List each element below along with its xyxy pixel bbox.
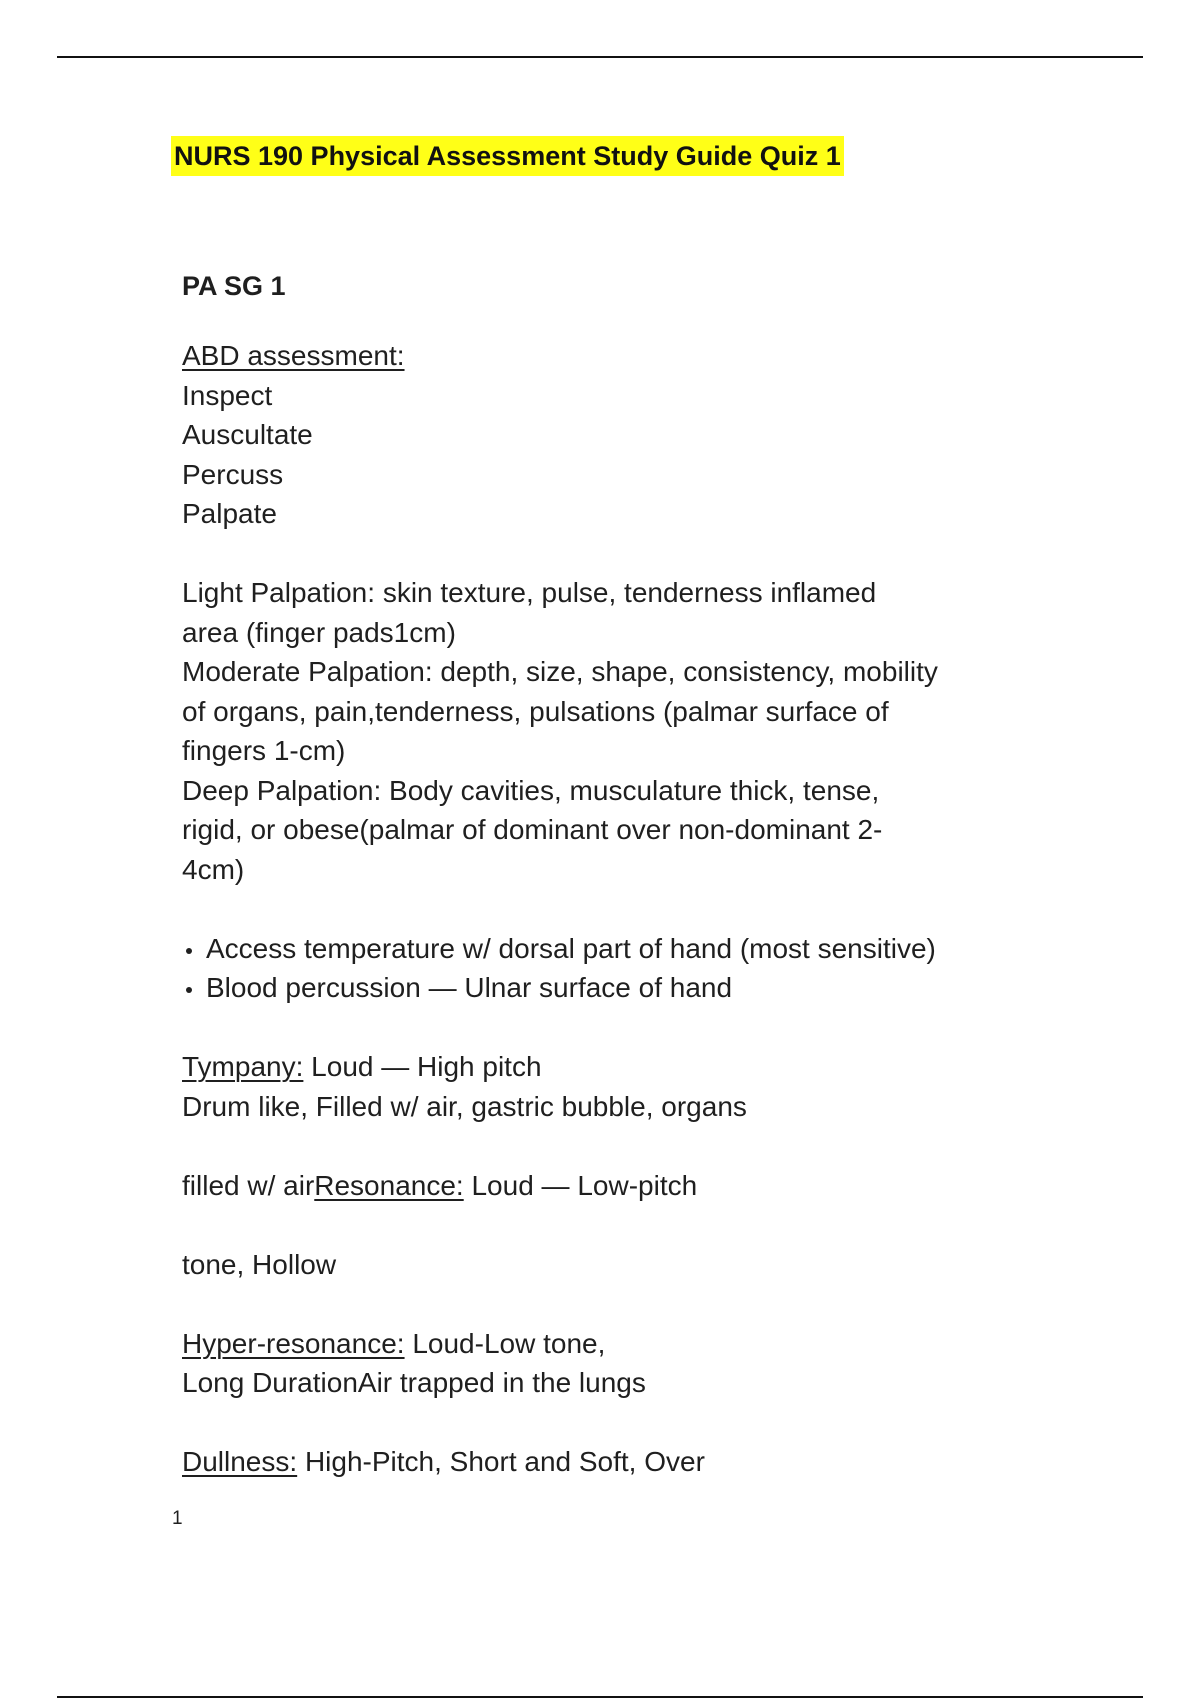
- spacer: [182, 1126, 1082, 1166]
- resonance-prefix: filled w/ air: [182, 1169, 315, 1201]
- dullness-line: [182, 1442, 1082, 1482]
- tympany-label: Tympany:: [182, 1051, 304, 1082]
- hyper-resonance-label: Hyper-resonance:: [182, 1327, 405, 1359]
- spacer: [182, 889, 1082, 929]
- section-heading: PA SG 1: [182, 271, 286, 301]
- hyper-resonance-line-2: Long DurationAir trapped in the lungs: [182, 1367, 646, 1398]
- abd-step: Percuss: [182, 458, 284, 490]
- dullness-text: High-Pitch, Short and Soft, Over: [297, 1446, 705, 1477]
- tympany-text: Loud — High pitch: [303, 1051, 542, 1082]
- bottom-rule: [57, 1696, 1143, 1698]
- tympany-line: [182, 1047, 1082, 1087]
- abd-step: Auscultate: [182, 419, 313, 450]
- palpation-line: Light Palpation: skin texture, pulse, tenderness inflamed: [182, 577, 877, 608]
- spacer: [182, 1008, 1082, 1048]
- dullness-label: Dullness:: [182, 1446, 298, 1477]
- spacer: [182, 1403, 1082, 1443]
- palpation-line: area (finger pads1cm): [182, 616, 456, 648]
- hyper-resonance-line: [182, 1324, 1082, 1364]
- document-body: [182, 266, 1082, 1482]
- document-title: NURS 190 Physical Assessment Study Guide Quiz 1: [171, 136, 844, 176]
- spacer: [182, 1205, 1082, 1245]
- spacer: [182, 534, 1082, 574]
- abd-step: Inspect: [182, 379, 273, 411]
- palpation-line: Deep Palpation: Body cavities, musculature thick, tense,: [182, 774, 880, 806]
- spacer: [182, 306, 1082, 336]
- spacer: [182, 1284, 1082, 1324]
- palpation-line: rigid, or obese(palmar of dominant over non-dominant 2-: [182, 814, 883, 845]
- resonance-label: Resonance:: [314, 1169, 464, 1201]
- abd-label-text: ABD assessment:: [182, 340, 405, 371]
- palpation-line: fingers 1-cm): [182, 735, 346, 766]
- tympany-line-2: Drum like, Filled w/ air, gastric bubble, organs: [182, 1090, 747, 1122]
- palpation-line: 4cm): [182, 853, 245, 885]
- page-number: 1: [172, 1508, 183, 1529]
- resonance-line-2: tone, Hollow: [182, 1248, 337, 1280]
- bullet-list: [182, 929, 1082, 1008]
- palpation-line: of organs, pain,tenderness, pulsations (palmar surface of: [182, 695, 889, 727]
- resonance-line: [182, 1166, 1082, 1206]
- hyper-resonance-text: Loud-Low tone,: [404, 1327, 606, 1359]
- palpation-line: Moderate Palpation: depth, size, shape, consistency, mobility: [182, 656, 938, 687]
- abd-assessment-label: [182, 336, 1082, 376]
- bullet-item: Blood percussion — Ulnar surface of hand: [182, 968, 1082, 1008]
- bullet-item: Access temperature w/ dorsal part of hand (most sensitive): [182, 929, 1082, 969]
- abd-step: Palpate: [182, 498, 277, 529]
- resonance-text: Loud — Low-pitch: [463, 1169, 698, 1201]
- top-rule: [57, 56, 1143, 58]
